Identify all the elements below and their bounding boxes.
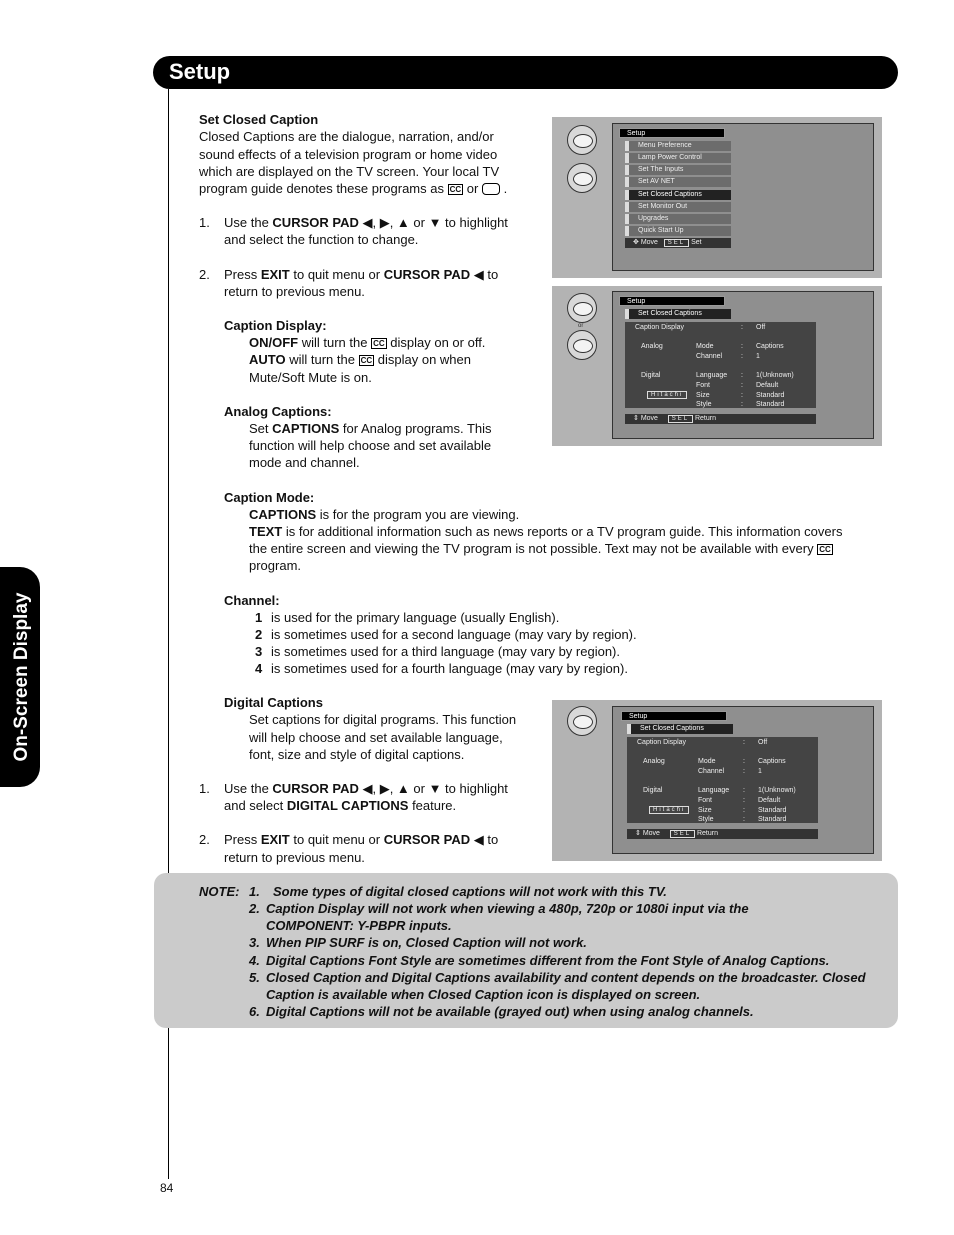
analog-label: Analog	[641, 343, 663, 350]
menu-title: Setup	[621, 711, 727, 721]
colon: :	[743, 816, 745, 823]
intro-line-4: program guide denotes these programs as CC or .	[199, 181, 508, 196]
hitachi-preview: Hitachi	[647, 391, 687, 399]
channel-value[interactable]: 1	[758, 768, 762, 775]
channel-text: is sometimes used for a second language (may vary by region).	[271, 627, 637, 642]
intro-line-1: Closed Captions are the dialogue, narration, and/or	[199, 129, 494, 144]
up-down-icon: ⇕	[633, 415, 639, 422]
page-number: 84	[160, 1181, 174, 1195]
digital-step2-number: 2.	[199, 832, 210, 847]
side-tab	[0, 567, 40, 787]
submenu-title: Set Closed Captions	[625, 309, 731, 319]
font-label[interactable]: Font	[698, 797, 713, 804]
onoff-text-2: display on or off.	[386, 335, 486, 350]
tv-screen	[612, 123, 874, 271]
d-step1-e: DIGITAL CAPTIONS	[286, 798, 409, 813]
text-mode-line	[249, 523, 842, 540]
menu-title: Setup	[619, 128, 725, 138]
caption-display-label[interactable]: Caption Display	[637, 739, 687, 746]
font-label[interactable]: Font	[696, 382, 711, 389]
colon: :	[743, 739, 745, 746]
menu-button-icon	[567, 293, 597, 323]
step1-c: ◀, ▶, ▲ or ▼ to highlight	[358, 215, 508, 230]
caption-settings-box	[625, 322, 816, 408]
style-value[interactable]: Standard	[758, 816, 787, 823]
language-value[interactable]: 1(Unknown)	[756, 372, 794, 379]
auto-text: will turn the	[285, 352, 359, 367]
text-bold: TEXT	[249, 524, 283, 539]
digital-step2-line	[224, 831, 498, 848]
footer-return: Return	[696, 830, 718, 837]
footer-move: Move	[640, 415, 658, 422]
channel-num: 1	[255, 610, 263, 625]
tv-screen	[612, 706, 874, 854]
size-label[interactable]: Size	[698, 807, 712, 814]
channel-num: 2	[255, 627, 263, 642]
sel-key-icon: SEL	[664, 239, 689, 247]
d-step2-e: ◀ to	[470, 832, 499, 847]
size-value[interactable]: Standard	[758, 807, 787, 814]
menu-footer	[625, 414, 816, 424]
menu-item[interactable]: Menu Preference	[625, 141, 731, 151]
menu-footer	[625, 238, 731, 248]
font-value[interactable]: Default	[756, 382, 779, 389]
up-down-icon: ⇕	[635, 830, 641, 837]
colon: :	[741, 353, 743, 360]
menu-item[interactable]: Lamp Power Control	[625, 153, 731, 163]
intro-line-4-text: program guide denotes these programs as	[199, 181, 444, 196]
footer-set: Set	[691, 239, 702, 246]
footer-move: Move	[640, 239, 658, 246]
channel-text: is sometimes used for a fourth language (may vary by region).	[271, 661, 628, 676]
analog-label: Analog	[643, 758, 665, 765]
cc-icon: CC	[449, 185, 462, 194]
menu-button-icon	[567, 125, 597, 155]
note-num: 3.	[249, 935, 260, 950]
cc-icon: CC	[373, 339, 385, 348]
note-1: Some types of digital closed captions will not work with this TV.	[273, 884, 667, 899]
note-3: When PIP SURF is on, Closed Caption will not work.	[266, 935, 587, 950]
d-step2-a: Press	[224, 832, 261, 847]
style-value[interactable]: Standard	[756, 401, 785, 408]
text-text-2: the entire screen and viewing the TV program is not possible. Text may not be available with every	[249, 541, 814, 556]
captions-text: is for the program you are viewing.	[316, 507, 520, 522]
digital-step1-number: 1.	[199, 781, 210, 796]
note-5-cont: Caption is available when Closed Caption icon is displayed on screen.	[266, 987, 701, 1002]
step2-line-2: return to previous menu.	[224, 284, 365, 299]
submenu-title: Set Closed Captions	[627, 724, 733, 734]
d-step1-f: feature.	[408, 798, 457, 813]
channel-heading: Channel:	[224, 593, 280, 608]
channel-text: is used for the primary language (usually English).	[271, 610, 560, 625]
size-label[interactable]: Size	[696, 392, 710, 399]
note-label: NOTE:	[199, 884, 240, 899]
menu-item[interactable]: Quick Start Up	[625, 226, 731, 236]
language-label[interactable]: Language	[696, 372, 728, 379]
note-num: 5.	[249, 970, 260, 985]
set-closed-caption-heading: Set Closed Caption	[199, 112, 319, 127]
digital-step2-line-2: return to previous menu.	[224, 850, 365, 865]
cursor-pad-icon	[567, 330, 597, 360]
colon: :	[743, 807, 745, 814]
d-step1-b: CURSOR PAD	[272, 781, 359, 796]
caption-mode-heading: Caption Mode:	[224, 490, 315, 505]
analog-l1a: Set	[249, 421, 273, 436]
caption-display-value[interactable]: Off	[758, 739, 768, 746]
analog-line-3: mode and channel.	[249, 455, 360, 470]
mode-value[interactable]: Captions	[758, 758, 786, 765]
step2-e: ◀ to	[470, 267, 499, 282]
menu-title: Setup	[619, 296, 725, 306]
note-num: 1.	[249, 884, 260, 899]
menu-item[interactable]: Set The Inputs	[625, 165, 731, 175]
note-6: Digital Captions will not be available (grayed out) when using analog channels.	[266, 1004, 754, 1019]
language-value[interactable]: 1(Unknown)	[758, 787, 796, 794]
menu-footer	[627, 829, 818, 839]
mode-value[interactable]: Captions	[756, 343, 784, 350]
menu-button-icon	[567, 706, 597, 736]
digital-captions-heading: Digital Captions	[224, 695, 323, 710]
channel-value[interactable]: 1	[756, 353, 760, 360]
page-title: Setup	[169, 59, 231, 84]
mode-label[interactable]: Mode	[698, 758, 716, 765]
colon: :	[741, 392, 743, 399]
channel-label[interactable]: Channel	[698, 768, 725, 775]
colon: :	[743, 787, 745, 794]
tv-screen	[612, 291, 874, 439]
header-bar	[153, 56, 898, 89]
colon: :	[743, 797, 745, 804]
onoff-bold: ON/OFF	[249, 335, 299, 350]
step2-c: to quit menu or	[289, 267, 384, 282]
channel-num: 4	[255, 661, 263, 676]
menu-item[interactable]: Set AV NET	[625, 177, 731, 187]
digital-line-1: Set captions for digital programs. This function	[249, 712, 517, 727]
or-text: or	[466, 181, 479, 196]
d-step1-c: ◀, ▶, ▲ or ▼ to highlight	[358, 781, 508, 796]
or-label: or	[578, 323, 584, 329]
style-label[interactable]: Style	[698, 816, 714, 823]
cc-icon: CC	[819, 545, 831, 554]
colon: :	[743, 758, 745, 765]
note-num: 2.	[249, 901, 260, 916]
font-value[interactable]: Default	[758, 797, 781, 804]
caption-display-label[interactable]: Caption Display	[635, 324, 685, 331]
menu-item-selected[interactable]: Set Closed Captions	[625, 190, 731, 200]
analog-l1c: for Analog programs. This	[339, 421, 492, 436]
d-step2-c: to quit menu or	[289, 832, 384, 847]
cursor-pad-icon	[567, 163, 597, 193]
step1-number: 1.	[199, 215, 210, 230]
digital-step1-line	[224, 780, 508, 797]
intro-line-2: sound effects of a television program or home video	[199, 147, 498, 162]
caption-display-heading: Caption Display:	[224, 318, 327, 333]
note-4: Digital Captions Font Style are sometimes different from the Font Style of Analog Captions.	[266, 953, 830, 968]
colon: :	[741, 382, 743, 389]
note-5: Closed Caption and Digital Captions availability and content depends on the broadcaster. Closed	[266, 970, 866, 985]
analog-captions-heading: Analog Captions:	[224, 404, 332, 419]
text-mode-line-3: program.	[249, 558, 302, 573]
analog-line-2: function will help choose and set available	[249, 438, 492, 453]
colon: :	[741, 324, 743, 331]
note-num: 4.	[249, 953, 260, 968]
analog-line-1	[249, 420, 492, 437]
digital-captions-panel	[552, 700, 882, 861]
d-step2-d: CURSOR PAD	[383, 832, 471, 847]
step2-line	[224, 266, 498, 283]
step1-line	[224, 214, 508, 231]
closed-captions-panel	[552, 286, 882, 446]
d-step1-d: and select	[224, 798, 287, 813]
onoff-text: will turn the	[298, 335, 372, 350]
onoff-line	[249, 334, 485, 351]
digital-line-3: font, size and style of digital captions.	[249, 747, 465, 762]
footer-return: Return	[694, 415, 716, 422]
move-icon: ✥	[633, 239, 639, 246]
mode-label[interactable]: Mode	[696, 343, 714, 350]
auto-line-2: Mute/Soft Mute is on.	[249, 370, 372, 385]
step2-a: Press	[224, 267, 261, 282]
step2-b: EXIT	[260, 267, 290, 282]
colon: :	[743, 768, 745, 775]
digital-step1-line-2	[224, 797, 456, 814]
language-label[interactable]: Language	[698, 787, 730, 794]
step2-d: CURSOR PAD	[383, 267, 471, 282]
text-text: is for additional information such as news reports or a TV program guide. This information covers	[282, 524, 843, 539]
auto-bold: AUTO	[249, 352, 286, 367]
d-step1-a: Use the	[224, 781, 273, 796]
step1-a: Use the	[224, 215, 273, 230]
size-value[interactable]: Standard	[756, 392, 785, 399]
step1-line-2: and select the function to change.	[224, 232, 419, 247]
side-tab-label: On-Screen Display	[11, 592, 32, 762]
digital-label: Digital	[641, 372, 661, 379]
intro-line-3: which are displayed on the TV screen. Your local TV	[199, 164, 500, 179]
digital-line-2: will help choose and set available language,	[249, 730, 503, 745]
menu-item[interactable]: Upgrades	[625, 214, 731, 224]
auto-text-2: display on when	[374, 352, 471, 367]
caption-bubble-icon	[482, 183, 500, 195]
caption-display-value[interactable]: Off	[756, 324, 766, 331]
channel-num: 3	[255, 644, 263, 659]
hitachi-preview: Hitachi	[649, 806, 689, 814]
analog-l1b: CAPTIONS	[272, 421, 340, 436]
cc-icon: CC	[360, 356, 373, 365]
text-mode-line-2	[249, 540, 833, 557]
sel-key-icon: SEL	[670, 830, 695, 838]
note-2: Caption Display will not work when viewing a 480p, 720p or 1080i input via the	[266, 901, 749, 916]
step2-number: 2.	[199, 267, 210, 282]
captions-mode-line	[249, 506, 519, 523]
setup-menu-panel	[552, 117, 882, 278]
style-label[interactable]: Style	[696, 401, 712, 408]
sel-key-icon: SEL	[668, 415, 693, 423]
caption-settings-box	[627, 737, 818, 823]
captions-bold: CAPTIONS	[249, 507, 317, 522]
colon: :	[741, 401, 743, 408]
channel-text: is sometimes used for a third language (may vary by region).	[271, 644, 620, 659]
colon: :	[741, 372, 743, 379]
footer-move: Move	[642, 830, 660, 837]
note-2-cont: COMPONENT: Y-PBPR inputs.	[266, 918, 452, 933]
digital-label: Digital	[643, 787, 663, 794]
step1-b: CURSOR PAD	[272, 215, 359, 230]
colon: :	[741, 343, 743, 350]
d-step2-b: EXIT	[260, 832, 290, 847]
note-num: 6.	[249, 1004, 260, 1019]
channel-label[interactable]: Channel	[696, 353, 723, 360]
menu-item[interactable]: Set Monitor Out	[625, 202, 731, 212]
auto-line	[249, 351, 471, 368]
